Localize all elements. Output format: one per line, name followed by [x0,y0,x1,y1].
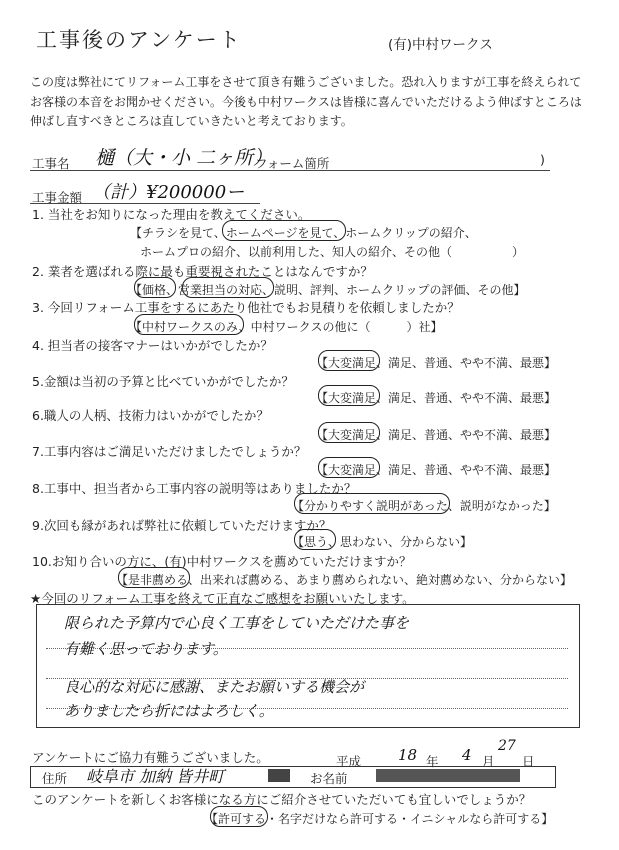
q9-answer-circle [294,529,336,550]
amount-underline [30,203,260,204]
work-underline [30,170,550,171]
question-5: 5.金額は当初の予算と比べていかがでしたか？ [32,374,294,389]
work-handwritten-value: 樋（大・小 二ヶ所） [95,147,273,169]
comment-line-2: 有難く思っております。 [64,640,228,658]
date-day-unit: 日 [522,754,535,769]
date-month-unit: 月 [482,754,495,769]
q1-answer-circle [222,220,346,241]
q10-answer-circle [118,567,190,588]
question-9: 9.次回も縁があれば弊社に依頼していただけますか？ [32,518,332,533]
q4-answer-circle [318,350,380,371]
question-3: 3. 今回リフォーム工事をするにあたり他社でもお見積りを依頼しましたか？ [32,300,460,315]
q5-options: 【大変満足、満足、普通、やや不満、最悪】 [316,391,557,405]
thanks-text: アンケートにご協力有難うございました。 [32,750,269,765]
work-suffix: フォーム箇所 [255,156,330,171]
q1-options-line2: ホームプロの紹介、以前利用した、知人の紹介、その他（ ） [140,245,525,259]
date-year: 18 [398,746,418,764]
date-day: 27 [498,738,516,754]
permission-answer-circle [210,806,268,827]
intro-text: この度は弊社にてリフォーム工事をさせて頂き有難うございました。恐れ入りますが工事を終えられてお客様の本音をお聞かせください。今後も中村ワークスは皆様に喜んでいただけるよう伸ばすところは伸ばし直すべきところは直していきたいと考えております。 [30,75,582,128]
question-10: 10.お知り合いの方に、(有)中村ワークスを薦めていただけますか？ [32,554,412,569]
company-name: (有)中村ワークス [388,37,493,53]
address-label: 住所 [42,771,68,786]
q7-answer-circle [318,457,380,478]
amount-label: 工事金額 [32,190,83,205]
work-label: 工事名 [32,156,70,171]
comment-line-1: 限られた予算内で心良く工事をしていただけた事を [64,614,410,632]
permission-question: このアンケートを新しくお客様になる方にご紹介させていただいても宜しいでしょうか？ [32,792,532,807]
question-4: 4. 担当者の接客マナーはいかがでしたか？ [32,338,273,353]
work-paren-close: ) [540,152,545,167]
q6-answer-circle [318,422,380,443]
q6-options: 【大変満足、満足、普通、やや不満、最悪】 [316,428,557,442]
amount-handwritten-value: （計）¥200000ー [92,182,245,203]
q3-answer-circle [134,314,244,335]
question-8: 8.工事中、担当者から工事内容の説明等はありましたか？ [32,481,357,496]
impression-prompt: ★今回のリフォーム工事を終えて正直なご感想をお願いいたします。 [30,591,415,606]
q8-answer-circle [294,493,450,514]
q4-options: 【大変満足、満足、普通、やや不満、最悪】 [316,356,557,370]
page-title: 工事後のアンケート [36,28,242,52]
q2-answer-circle-price [134,277,176,298]
date-month: 4 [462,746,472,764]
address-redaction [268,769,290,782]
q9-options: 【思う、思わない、分からない】 [292,535,473,549]
question-6: 6.職人の人柄、技術力はいかがでしたか？ [32,408,269,423]
question-2: 2. 業者を選ばれる際に最も重要視されたことはなんですか？ [32,264,373,279]
comment-line-4: ありましたら折にはよろしく。 [64,702,274,720]
name-redaction [376,769,520,782]
q5-answer-circle [318,385,380,406]
q2-answer-circle-staff [182,277,274,298]
name-label: お名前 [310,771,348,786]
q1-options-line1: 【チラシを見て、ホームページを見て、ホームクリップの紹介、 [130,226,477,240]
comment-line-3: 良心的な対応に感謝、またお願いする機会が [64,678,365,696]
q3-options: 【中村ワークスのみ、中村ワークスの他に（ ）社】 [130,320,443,334]
permission-options: 【許可する・名字だけなら許可する・イニシャルなら許可する】 [206,812,554,826]
question-7: 7.工事内容はご満足いただけましたでしょうか？ [32,444,307,459]
q7-options: 【大変満足、満足、普通、やや不満、最悪】 [316,463,557,477]
q10-options: 【是非薦める、出来れば薦める、あまり薦められない、絶対薦めない、分からない】 [116,573,573,587]
date-year-unit: 年 [426,754,439,769]
address-handwritten-value: 岐阜市 加納 皆井町 [86,767,225,786]
question-1: 1. 当社をお知りになった理由を教えてください。 [32,207,311,222]
date-era: 平成 [336,754,362,769]
q8-options: 【分かりやすく説明があった、説明がなかった】 [292,499,556,513]
q2-options: 【価格、営業担当の対応、説明、評判、ホームクリップの評価、その他】 [130,283,526,297]
